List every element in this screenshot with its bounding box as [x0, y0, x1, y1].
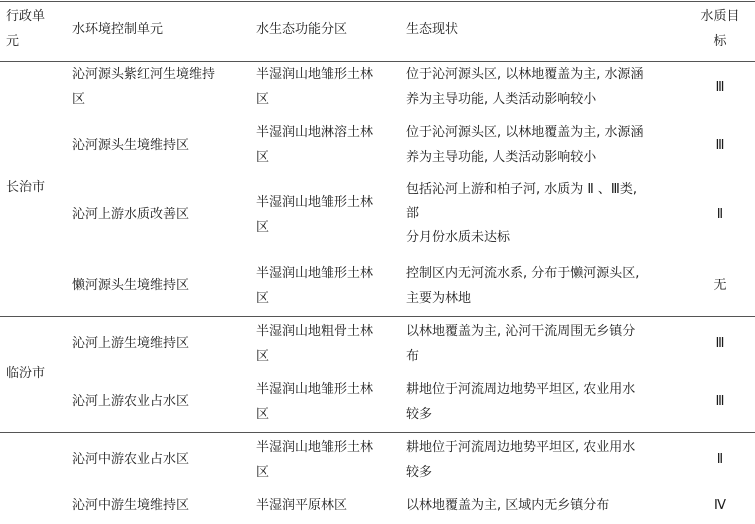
function-zone-line: 半湿润山地淋溶土林 [256, 125, 374, 140]
function-zone-line: 半湿润平原林区 [256, 498, 348, 513]
control-unit-cell [72, 133, 189, 158]
status-cell [406, 377, 635, 427]
status-line: 耕地位于河流周边地势平坦区, 农业用水 [406, 382, 636, 397]
control-unit-line: 沁河上游生境维持区 [72, 336, 190, 351]
control-unit-line: 沁河源头生境维持区 [72, 138, 190, 153]
admin-unit-cell: 长治市 [6, 180, 46, 195]
control-unit-cell [72, 202, 189, 227]
function-zone-cell [256, 190, 373, 240]
status-cell [406, 120, 644, 170]
function-zone-cell [256, 120, 373, 170]
control-unit-cell [72, 389, 189, 414]
header-function-zone: 水生态功能分区 [256, 22, 348, 37]
header-status: 生态现状 [406, 22, 459, 37]
function-zone-line: 区 [256, 349, 270, 364]
target-cell: Ⅲ [715, 336, 725, 351]
target-cell: Ⅳ [714, 498, 726, 513]
status-line: 较多 [406, 407, 433, 422]
function-zone-cell [256, 261, 373, 311]
function-zone-cell [256, 493, 347, 518]
status-line: 养为主导功能, 人类活动影响较小 [406, 92, 597, 107]
status-cell [406, 435, 635, 485]
status-line: 耕地位于河流周边地势平坦区, 农业用水 [406, 440, 636, 455]
header-target [692, 4, 748, 54]
status-line: 分月份水质未达标 [406, 230, 511, 245]
status-line: 较多 [406, 465, 433, 480]
function-zone-line: 区 [256, 465, 270, 480]
control-unit-cell [72, 273, 189, 298]
function-zone-cell [256, 435, 373, 485]
status-cell [406, 319, 635, 369]
control-unit-line: 区 [72, 92, 86, 107]
function-zone-cell [256, 377, 373, 427]
status-line: 包括沁河上游和柏子河, 水质为 Ⅱ 、Ⅲ类, [406, 182, 638, 197]
function-zone-line: 区 [256, 291, 270, 306]
function-zone-line: 半湿润山地雏形土林 [256, 67, 374, 82]
target-cell: Ⅱ [716, 452, 724, 467]
function-zone-line: 半湿润山地雏形土林 [256, 382, 374, 397]
target-cell: Ⅲ [715, 394, 725, 409]
status-line: 以林地覆盖为主, 区域内无乡镇分布 [406, 498, 610, 513]
status-line: 布 [406, 349, 420, 364]
status-line: 以林地覆盖为主, 沁河干流周围无乡镇分 [406, 324, 636, 339]
status-cell [406, 178, 637, 250]
function-zone-line: 区 [256, 407, 270, 422]
control-unit-line: 沁河源头紫红河生境维持 [72, 67, 216, 82]
status-line: 养为主导功能, 人类活动影响较小 [406, 150, 597, 165]
control-unit-line: 懒河源头生境维持区 [72, 278, 190, 293]
control-unit-line: 沁河上游水质改善区 [72, 207, 190, 222]
header-unit-line: 元 [6, 34, 20, 49]
group-divider-rule [0, 432, 755, 433]
header-control-unit: 水环境控制单元 [72, 22, 164, 37]
status-line: 部 [406, 206, 420, 221]
target-cell: Ⅲ [715, 80, 725, 95]
status-line: 主要为林地 [406, 291, 472, 306]
header-target-line: 水质目 [700, 9, 740, 24]
function-zone-line: 半湿润山地雏形土林 [256, 266, 374, 281]
table-top-rule [0, 1, 755, 2]
status-cell [406, 261, 639, 311]
admin-unit-cell: 临汾市 [6, 366, 46, 381]
function-zone-line: 半湿润山地雏形土林 [256, 440, 374, 455]
status-line: 控制区内无河流水系, 分布于懒河源头区, [406, 266, 640, 281]
control-unit-cell [72, 331, 189, 356]
control-unit-cell [72, 447, 189, 472]
status-cell [406, 493, 609, 518]
header-target-line: 标 [713, 34, 727, 49]
control-unit-line: 沁河中游农业占水区 [72, 452, 190, 467]
control-unit-line: 沁河上游农业占水区 [72, 394, 190, 409]
function-zone-line: 区 [256, 92, 270, 107]
control-unit-cell [72, 493, 189, 518]
group-divider-rule [0, 316, 755, 317]
target-cell: Ⅲ [715, 138, 725, 153]
function-zone-line: 区 [256, 150, 270, 165]
control-unit-cell [72, 62, 215, 112]
header-unit [6, 4, 45, 54]
target-cell: Ⅱ [716, 207, 724, 222]
function-zone-line: 半湿润山地粗骨土林 [256, 324, 374, 339]
target-cell: 无 [713, 278, 727, 293]
function-zone-line: 区 [256, 220, 270, 235]
status-line: 位于沁河源头区, 以林地覆盖为主, 水源涵 [406, 125, 644, 140]
control-unit-line: 沁河中游生境维持区 [72, 498, 190, 513]
header-unit-line: 行政单 [6, 9, 46, 24]
function-zone-cell [256, 62, 373, 112]
status-cell [406, 62, 644, 112]
function-zone-line: 半湿润山地雏形土林 [256, 195, 374, 210]
function-zone-cell [256, 319, 373, 369]
status-line: 位于沁河源头区, 以林地覆盖为主, 水源涵 [406, 67, 644, 82]
